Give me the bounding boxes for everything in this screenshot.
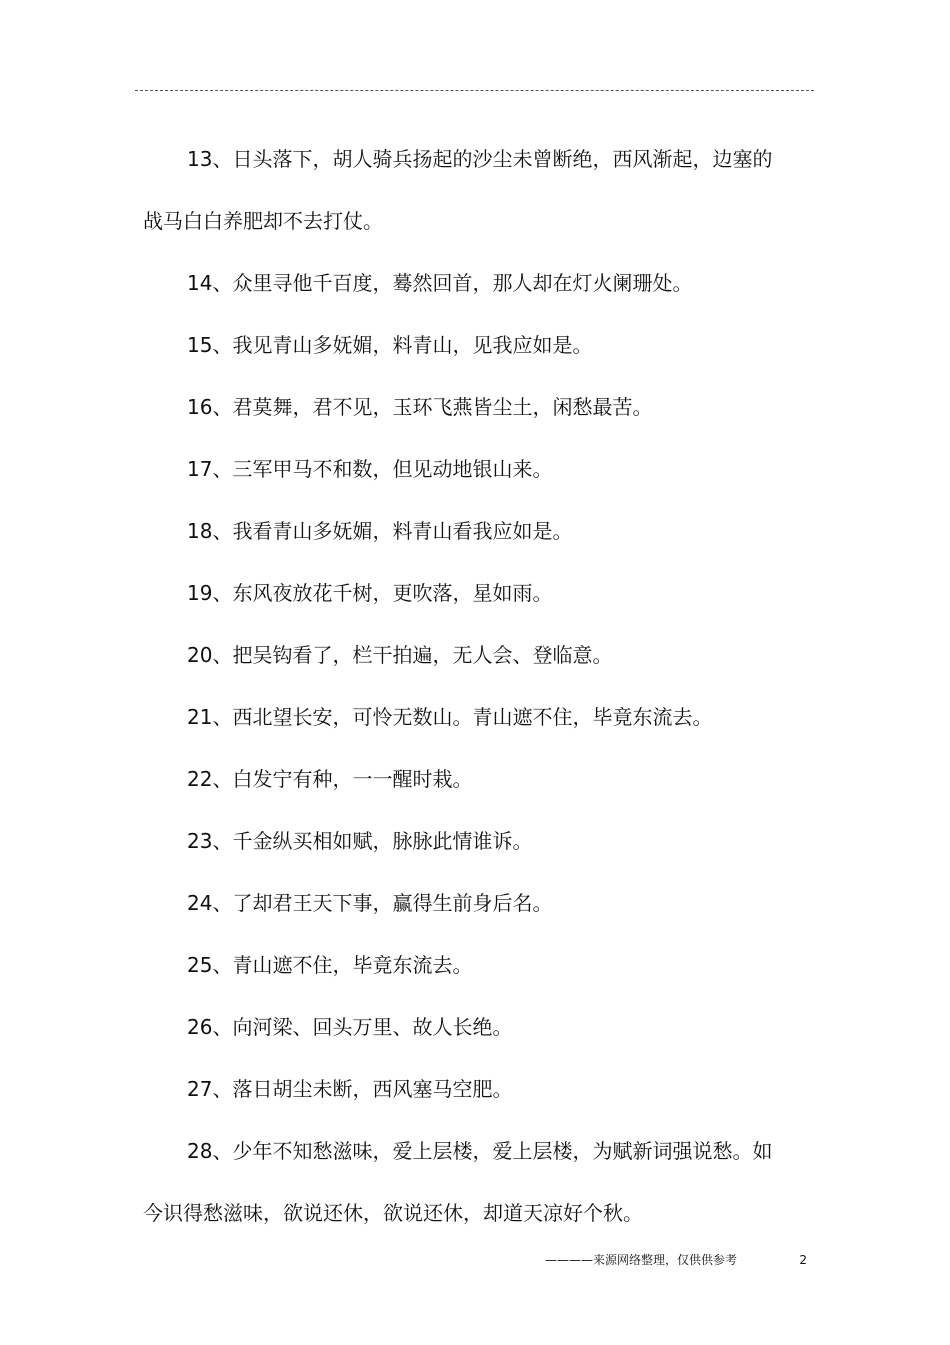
- poem-line-16: 16、君莫舞，君不见，玉环飞燕皆尘土，闲愁最苦。: [187, 395, 653, 419]
- poem-line-13: 13、日头落下，胡人骑兵扬起的沙尘未曾断绝，西风渐起，边塞的战马白白养肥却不去打仗。: [143, 147, 773, 233]
- poem-line-23: 23、千金纵买相如赋，脉脉此情谁诉。: [187, 829, 533, 853]
- poem-line-18: 18、我看青山多妩媚，料青山看我应如是。: [187, 519, 573, 543]
- poem-line-19: 19、东风夜放花千树，更吹落，星如雨。: [187, 581, 553, 605]
- poem-line-20: 20、把吴钩看了，栏干拍遍，无人会、登临意。: [187, 643, 613, 667]
- poem-line-27: 27、落日胡尘未断，西风塞马空肥。: [187, 1077, 513, 1101]
- page-number: 2: [799, 1253, 807, 1267]
- poem-line-25: 25、青山遮不住，毕竟东流去。: [187, 953, 473, 977]
- poem-line-22: 22、白发宁有种，一一醒时栽。: [187, 767, 473, 791]
- poem-line-14: 14、众里寻他千百度，蓦然回首，那人却在灯火阑珊处。: [187, 271, 693, 295]
- poem-line-24: 24、了却君王天下事，赢得生前身后名。: [187, 891, 553, 915]
- poem-line-26: 26、向河梁、回头万里、故人长绝。: [187, 1015, 513, 1039]
- poem-line-15: 15、我见青山多妩媚，料青山，见我应如是。: [187, 333, 593, 357]
- source-note: ————来源网络整理，仅供供参考: [545, 1253, 738, 1267]
- document-body: [143, 128, 783, 1244]
- header-rule: [135, 90, 814, 91]
- poem-line-21: 21、西北望长安，可怜无数山。青山遮不住，毕竟东流去。: [187, 705, 713, 729]
- poem-line-17: 17、三军甲马不和数，但见动地银山来。: [187, 457, 553, 481]
- page-footer: [545, 1250, 807, 1270]
- poem-line-28: 28、少年不知愁滋味，爱上层楼，爱上层楼，为赋新词强说愁。如今识得愁滋味，欲说还休，欲说还休，却道天凉好个秋。: [143, 1139, 773, 1225]
